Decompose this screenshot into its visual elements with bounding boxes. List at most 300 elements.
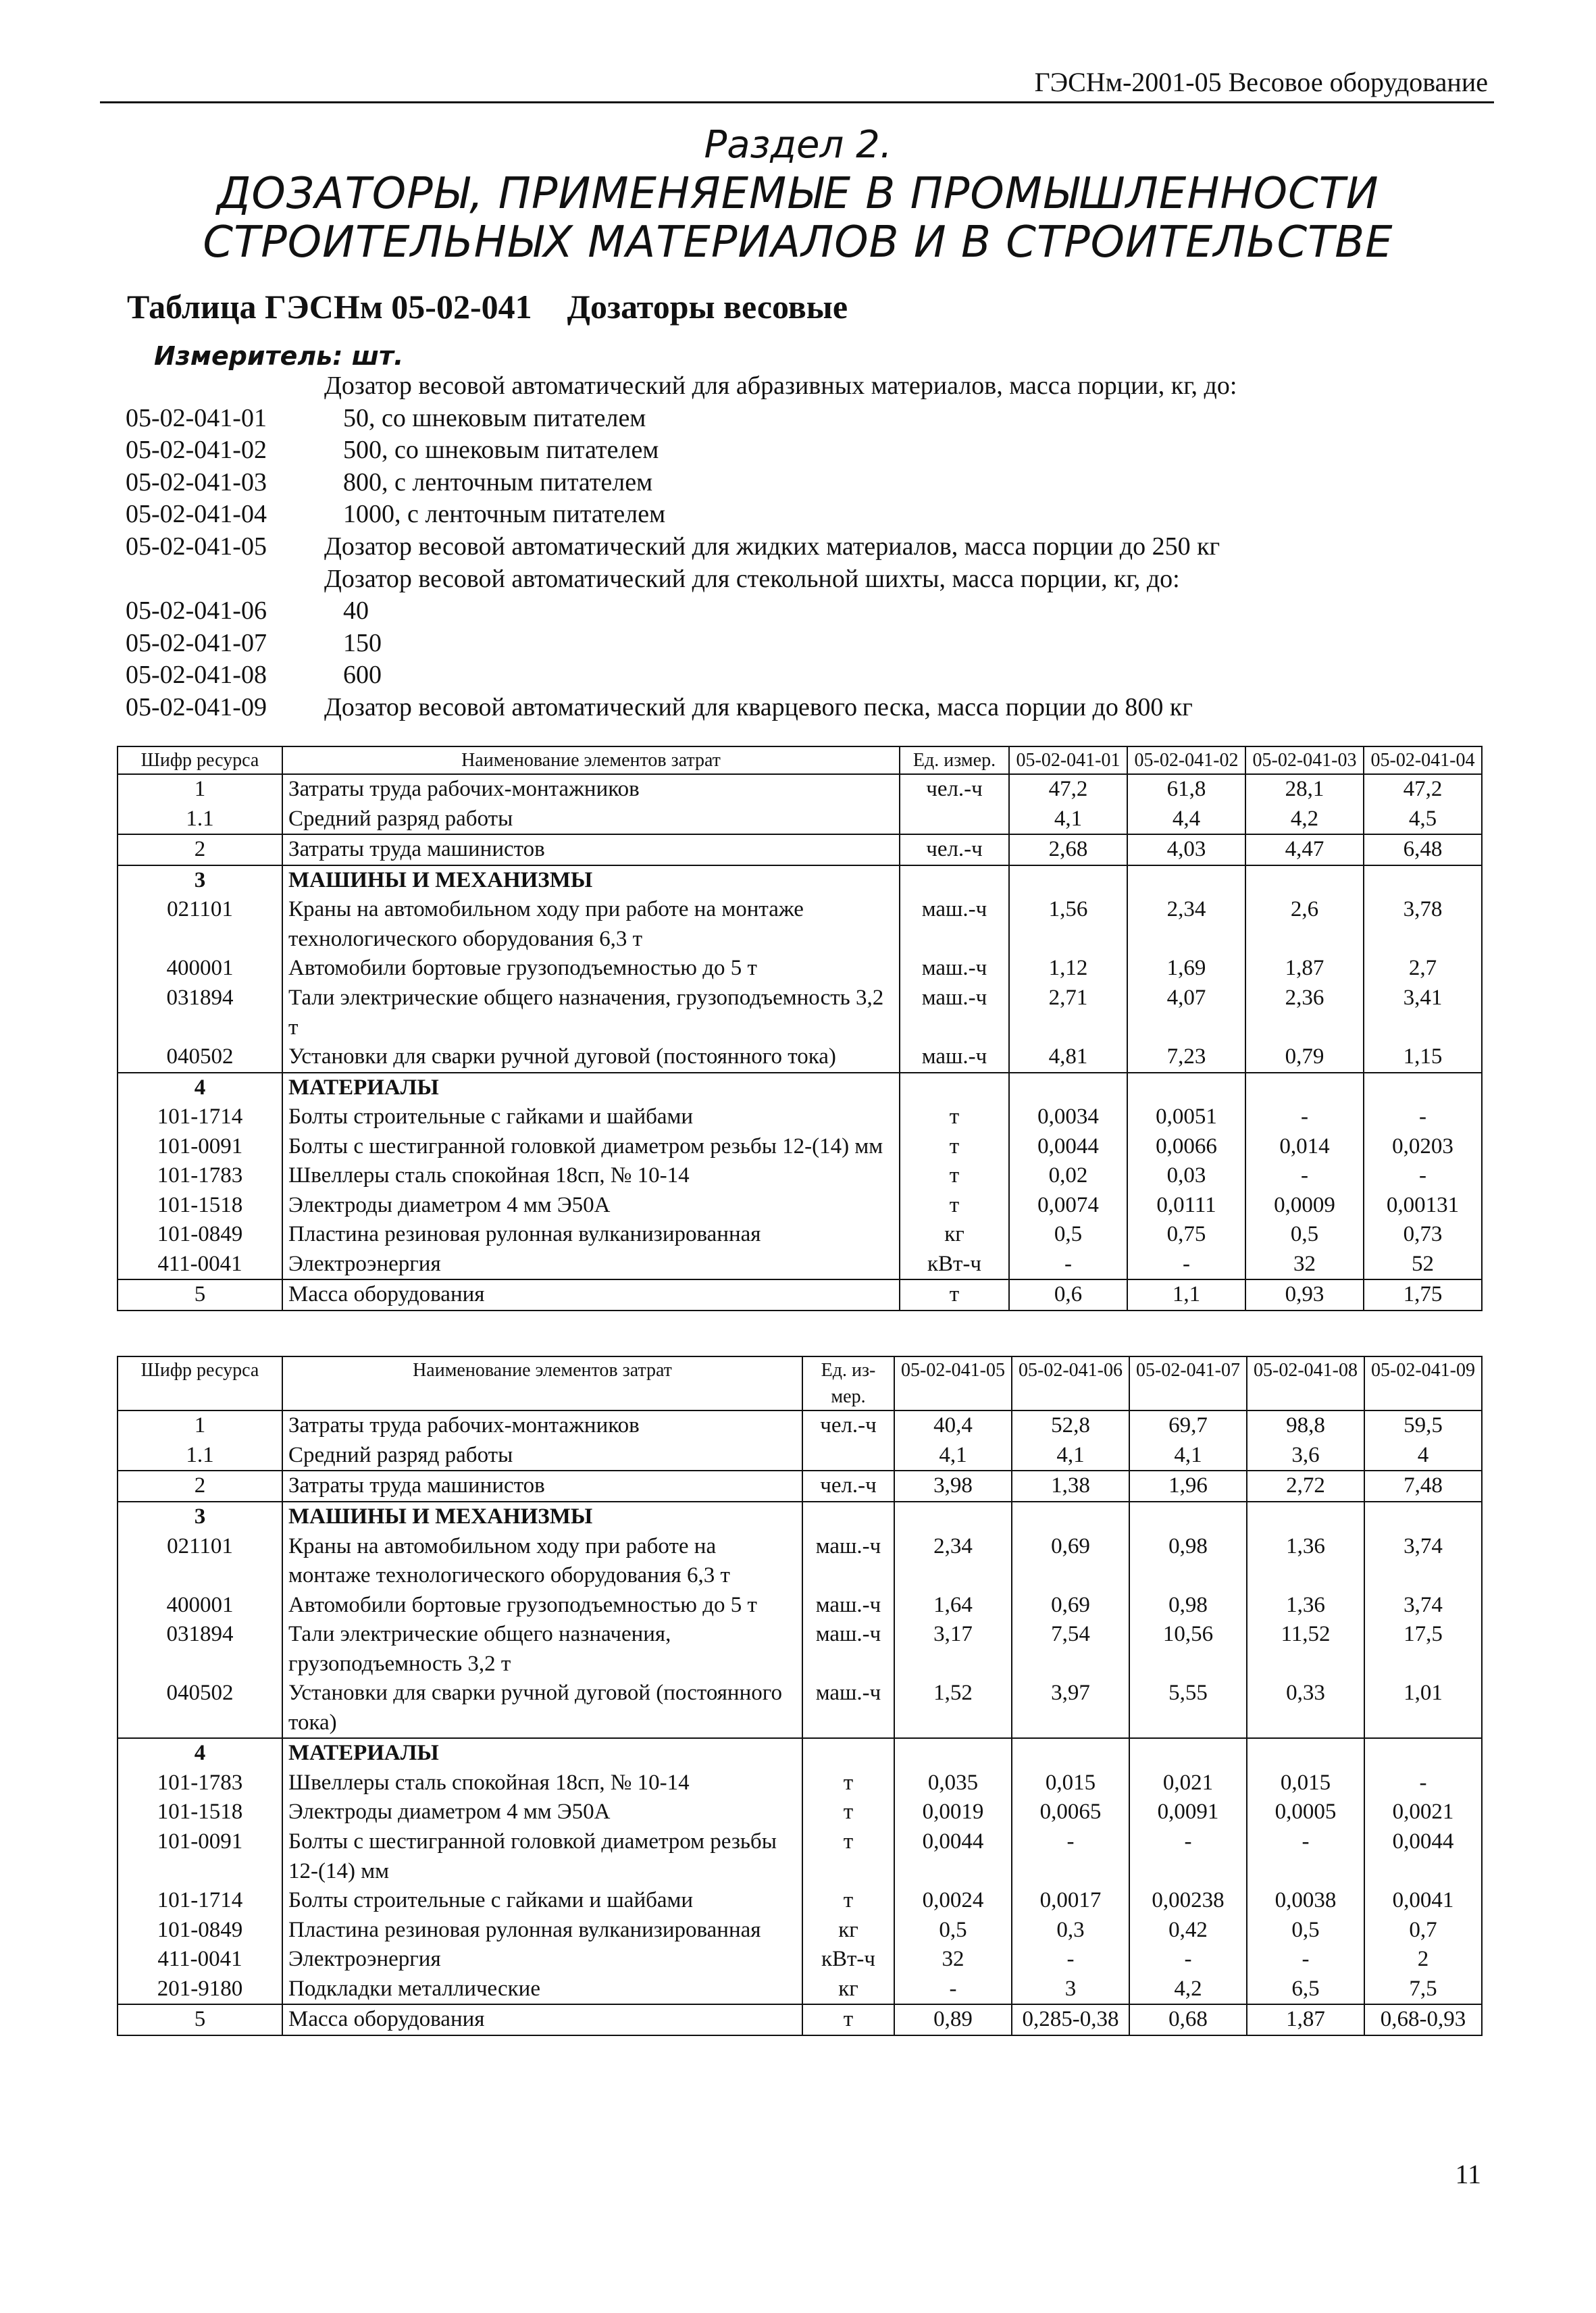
resource-code-cell: 3 xyxy=(118,1502,282,1532)
value-cell: 3,78 xyxy=(1364,895,1482,954)
item-row xyxy=(126,434,1476,467)
resource-code-cell: 1.1 xyxy=(118,1441,282,1471)
table-row xyxy=(118,1591,1482,1621)
table-title-name: Дозаторы весовые xyxy=(567,288,848,326)
table-row xyxy=(118,895,1482,954)
item-list xyxy=(126,370,1476,724)
unit-cell: кг xyxy=(802,1975,894,2005)
value-cell xyxy=(1247,1738,1364,1769)
value-cell: 1,69 xyxy=(1127,954,1245,984)
value-cell: - xyxy=(1129,1827,1247,1886)
unit-cell xyxy=(802,1738,894,1769)
value-cell: 3,74 xyxy=(1364,1532,1482,1591)
value-cell: 6,48 xyxy=(1364,834,1482,865)
resource-code-cell: 1.1 xyxy=(118,805,282,835)
unit-cell: чел.-ч xyxy=(802,1410,894,1441)
value-cell: 0,0051 xyxy=(1127,1102,1245,1132)
table-row xyxy=(118,1279,1482,1311)
value-cell: - xyxy=(1012,1945,1129,1975)
value-cell: 1,52 xyxy=(894,1679,1012,1738)
table-row xyxy=(118,1441,1482,1471)
value-cell: 40,4 xyxy=(894,1410,1012,1441)
table-row xyxy=(118,1975,1482,2005)
value-cell: 47,2 xyxy=(1364,774,1482,805)
value-cell: 0,0041 xyxy=(1364,1886,1482,1916)
value-cell xyxy=(1245,865,1364,896)
value-cell: 1,15 xyxy=(1364,1042,1482,1073)
value-cell: 0,68-0,93 xyxy=(1364,2004,1482,2035)
unit-cell: т xyxy=(900,1132,1009,1162)
value-cell: 61,8 xyxy=(1127,774,1245,805)
item-code: 05-02-041-05 xyxy=(126,532,267,561)
unit-cell: т xyxy=(900,1191,1009,1221)
table-row xyxy=(118,1410,1482,1441)
value-cell: - xyxy=(1009,1250,1127,1280)
unit-cell: т xyxy=(802,1769,894,1798)
item-code: 05-02-041-03 xyxy=(126,467,267,497)
value-cell: 0,79 xyxy=(1245,1042,1364,1073)
resource-code-cell: 5 xyxy=(118,1279,282,1311)
value-cell: - xyxy=(1127,1250,1245,1280)
value-cell: 3,17 xyxy=(894,1620,1012,1679)
value-cell: 2,34 xyxy=(894,1532,1012,1591)
cost-element-cell: Болты с шестигранной головкой диаметром резьбы 12-(14) мм xyxy=(282,1132,900,1162)
section-title-line2: СТРОИТЕЛЬНЫХ МАТЕРИАЛОВ И В СТРОИТЕЛЬСТВЕ xyxy=(203,218,1393,268)
item-description: Дозатор весовой автоматический для абразивных материалов, масса порции, кг, до: xyxy=(324,372,1237,400)
table-row xyxy=(118,1220,1482,1250)
value-cell: 0,285-0,38 xyxy=(1012,2004,1129,2035)
value-cell: 4,4 xyxy=(1127,805,1245,835)
value-cell: 0,0017 xyxy=(1012,1886,1129,1916)
column-header: Наименование элементов затрат xyxy=(282,1356,802,1410)
column-header: Шифр ресурса xyxy=(118,746,282,774)
value-cell: 0,5 xyxy=(1245,1220,1364,1250)
value-cell: 1,12 xyxy=(1009,954,1127,984)
item-row xyxy=(126,595,1476,628)
value-cell: 0,69 xyxy=(1012,1532,1129,1591)
value-cell: 3,6 xyxy=(1247,1441,1364,1471)
value-cell: 4,1 xyxy=(894,1441,1012,1471)
value-cell: 17,5 xyxy=(1364,1620,1482,1679)
value-cell: 0,00131 xyxy=(1364,1191,1482,1221)
value-cell: 2,6 xyxy=(1245,895,1364,954)
resource-code-cell: 040502 xyxy=(118,1042,282,1073)
cost-element-cell: Пластина резиновая рулонная вулканизированная xyxy=(282,1916,802,1946)
value-cell: 28,1 xyxy=(1245,774,1364,805)
value-cell: 5,55 xyxy=(1129,1679,1247,1738)
table-row xyxy=(118,1191,1482,1221)
unit-cell: чел.-ч xyxy=(900,834,1009,865)
value-cell: 4,5 xyxy=(1364,805,1482,835)
page-number: 11 xyxy=(1455,2159,1481,2189)
unit-cell: маш.-ч xyxy=(802,1620,894,1679)
resource-code-cell: 1 xyxy=(118,774,282,805)
value-cell: - xyxy=(1247,1827,1364,1886)
value-cell: 2,36 xyxy=(1245,984,1364,1042)
value-cell: - xyxy=(1364,1161,1482,1191)
value-cell xyxy=(1009,1073,1127,1103)
item-description: 40 xyxy=(343,596,369,626)
unit-cell: т xyxy=(900,1161,1009,1191)
value-cell: 4 xyxy=(1364,1441,1482,1471)
table-row xyxy=(118,805,1482,835)
unit-cell: маш.-ч xyxy=(900,1042,1009,1073)
cost-element-cell: МАТЕРИАЛЫ xyxy=(282,1738,802,1769)
resource-code-cell: 2 xyxy=(118,1471,282,1502)
cost-element-cell: Болты строительные с гайками и шайбами xyxy=(282,1886,802,1916)
value-cell: 0,015 xyxy=(1012,1769,1129,1798)
value-cell: 3,97 xyxy=(1012,1679,1129,1738)
unit-cell xyxy=(900,805,1009,835)
value-cell: 4,03 xyxy=(1127,834,1245,865)
cost-element-cell: Установки для сварки ручной дуговой (постоянного тока) xyxy=(282,1042,900,1073)
table-row xyxy=(118,1738,1482,1769)
column-header: 05-02-041-05 xyxy=(894,1356,1012,1410)
item-row xyxy=(126,692,1476,724)
value-cell: 0,0111 xyxy=(1127,1191,1245,1221)
resource-code-cell: 4 xyxy=(118,1738,282,1769)
resource-code-cell: 101-1518 xyxy=(118,1191,282,1221)
table-row xyxy=(118,1250,1482,1280)
value-cell xyxy=(1127,1073,1245,1103)
cost-element-cell: Подкладки металлические xyxy=(282,1975,802,2005)
item-row xyxy=(126,370,1476,403)
cost-element-cell: Тали электрические общего назначения, грузоподъемность 3,2 т xyxy=(282,1620,802,1679)
item-description: Дозатор весовой автоматический для кварцевого песка, масса порции до 800 кг xyxy=(324,692,1193,721)
unit-cell: чел.-ч xyxy=(900,774,1009,805)
column-header: 05-02-041-02 xyxy=(1127,746,1245,774)
resource-code-cell: 411-0041 xyxy=(118,1250,282,1280)
unit-cell xyxy=(900,865,1009,896)
value-cell: - xyxy=(1245,1161,1364,1191)
item-description: 800, с ленточным питателем xyxy=(343,467,653,497)
column-header: Ед. из-мер. xyxy=(802,1356,894,1410)
value-cell: 0,0005 xyxy=(1247,1798,1364,1827)
value-cell: 4,2 xyxy=(1245,805,1364,835)
cost-element-cell: Затраты труда машинистов xyxy=(282,1471,802,1502)
unit-cell: т xyxy=(900,1102,1009,1132)
table-row xyxy=(118,774,1482,805)
value-cell: - xyxy=(1247,1945,1364,1975)
unit-cell: маш.-ч xyxy=(802,1532,894,1591)
value-cell: 2,72 xyxy=(1247,1471,1364,1502)
value-cell: 4,07 xyxy=(1127,984,1245,1042)
item-row xyxy=(126,467,1476,499)
resource-code-cell: 4 xyxy=(118,1073,282,1103)
value-cell: 0,02 xyxy=(1009,1161,1127,1191)
column-header: 05-02-041-04 xyxy=(1364,746,1482,774)
cost-element-cell: МАТЕРИАЛЫ xyxy=(282,1073,900,1103)
item-description: 600 xyxy=(343,661,382,690)
value-cell: - xyxy=(894,1975,1012,2005)
resource-code-cell: 201-9180 xyxy=(118,1975,282,2005)
resource-code-cell: 400001 xyxy=(118,1591,282,1621)
resource-code-cell: 101-0849 xyxy=(118,1220,282,1250)
resource-code-cell: 101-1714 xyxy=(118,1102,282,1132)
item-description: Дозатор весовой автоматический для стекольной шихты, масса порции, кг, до: xyxy=(324,564,1180,593)
value-cell: 0,00238 xyxy=(1129,1886,1247,1916)
cost-element-cell: Болты с шестигранной головкой диаметром резьбы 12-(14) мм xyxy=(282,1827,802,1886)
cost-element-cell: Масса оборудования xyxy=(282,1279,900,1311)
value-cell: 0,33 xyxy=(1247,1679,1364,1738)
unit-cell: т xyxy=(900,1279,1009,1311)
resource-code-cell: 5 xyxy=(118,2004,282,2035)
value-cell: 0,42 xyxy=(1129,1916,1247,1946)
cost-element-cell: Электроды диаметром 4 мм Э50А xyxy=(282,1191,900,1221)
running-header: ГЭСНм-2001-05 Весовое оборудование xyxy=(1034,67,1488,97)
value-cell: 98,8 xyxy=(1247,1410,1364,1441)
value-cell: 0,0019 xyxy=(894,1798,1012,1827)
item-row xyxy=(126,563,1476,596)
value-cell: 3 xyxy=(1012,1975,1129,2005)
value-cell: 3,98 xyxy=(894,1471,1012,1502)
resource-code-cell: 101-0849 xyxy=(118,1916,282,1946)
unit-cell xyxy=(802,1502,894,1532)
value-cell: 1,36 xyxy=(1247,1591,1364,1621)
resource-code-cell: 021101 xyxy=(118,895,282,954)
column-header: 05-02-041-08 xyxy=(1247,1356,1364,1410)
value-cell xyxy=(1245,1073,1364,1103)
resource-table-2 xyxy=(117,1356,1483,2036)
cost-element-cell: Электроэнергия xyxy=(282,1250,900,1280)
section-title-line1: ДОЗАТОРЫ, ПРИМЕНЯЕМЫЕ В ПРОМЫШЛЕННОСТИ xyxy=(217,169,1379,219)
table-row xyxy=(118,1679,1482,1738)
value-cell: 52,8 xyxy=(1012,1410,1129,1441)
table-row xyxy=(118,1916,1482,1946)
value-cell: - xyxy=(1245,1102,1364,1132)
item-row xyxy=(126,403,1476,435)
unit-cell: маш.-ч xyxy=(802,1679,894,1738)
value-cell: 1,56 xyxy=(1009,895,1127,954)
value-cell xyxy=(1127,865,1245,896)
item-code: 05-02-041-04 xyxy=(126,500,267,529)
item-row xyxy=(126,499,1476,531)
table-row xyxy=(118,2004,1482,2035)
table-row xyxy=(118,1161,1482,1191)
value-cell: 0,68 xyxy=(1129,2004,1247,2035)
value-cell: 0,0021 xyxy=(1364,1798,1482,1827)
value-cell: 0,0065 xyxy=(1012,1798,1129,1827)
table-row xyxy=(118,954,1482,984)
value-cell: 1,36 xyxy=(1247,1532,1364,1591)
value-cell: - xyxy=(1012,1827,1129,1886)
value-cell: 0,0074 xyxy=(1009,1191,1127,1221)
value-cell: 4,1 xyxy=(1129,1441,1247,1471)
cost-element-cell: Краны на автомобильном ходу при работе на монтаже технологического оборудования 6,3 т xyxy=(282,895,900,954)
table-row xyxy=(118,834,1482,865)
value-cell: 1,75 xyxy=(1364,1279,1482,1311)
value-cell xyxy=(1364,865,1482,896)
value-cell: 3,74 xyxy=(1364,1591,1482,1621)
table-row xyxy=(118,1132,1482,1162)
table-row xyxy=(118,1502,1482,1532)
item-code: 05-02-041-08 xyxy=(126,661,267,690)
value-cell: - xyxy=(1364,1769,1482,1798)
cost-element-cell: Швеллеры сталь спокойная 18сп, № 10-14 xyxy=(282,1161,900,1191)
resource-code-cell: 101-1518 xyxy=(118,1798,282,1827)
value-cell: 69,7 xyxy=(1129,1410,1247,1441)
cost-element-cell: Болты строительные с гайками и шайбами xyxy=(282,1102,900,1132)
value-cell: 0,5 xyxy=(894,1916,1012,1946)
value-cell: - xyxy=(1364,1102,1482,1132)
cost-element-cell: Электроэнергия xyxy=(282,1945,802,1975)
value-cell: 0,0034 xyxy=(1009,1102,1127,1132)
value-cell: 0,93 xyxy=(1245,1279,1364,1311)
cost-element-cell: Затраты труда рабочих-монтажников xyxy=(282,774,900,805)
value-cell xyxy=(1012,1502,1129,1532)
resource-code-cell: 101-1783 xyxy=(118,1769,282,1798)
cost-element-cell: Затраты труда рабочих-монтажников xyxy=(282,1410,802,1441)
cost-element-cell: Краны на автомобильном ходу при работе на монтаже технологического оборудования 6,3 т xyxy=(282,1532,802,1591)
value-cell: 0,0091 xyxy=(1129,1798,1247,1827)
value-cell: 0,0038 xyxy=(1247,1886,1364,1916)
item-description: 1000, с ленточным питателем xyxy=(343,500,666,529)
value-cell: 0,73 xyxy=(1364,1220,1482,1250)
cost-element-cell: Средний разряд работы xyxy=(282,805,900,835)
table-row xyxy=(118,1886,1482,1916)
table-title xyxy=(127,287,848,326)
value-cell: 7,54 xyxy=(1012,1620,1129,1679)
table-row xyxy=(118,1042,1482,1073)
header-rule xyxy=(100,101,1494,103)
unit-cell: маш.-ч xyxy=(900,984,1009,1042)
value-cell: 2 xyxy=(1364,1945,1482,1975)
value-cell: 4,2 xyxy=(1129,1975,1247,2005)
unit-cell xyxy=(900,1073,1009,1103)
value-cell: 0,015 xyxy=(1247,1769,1364,1798)
value-cell xyxy=(1009,865,1127,896)
column-header: 05-02-041-07 xyxy=(1129,1356,1247,1410)
section-label: Раздел 2. xyxy=(704,123,892,167)
value-cell: 32 xyxy=(894,1945,1012,1975)
value-cell: 2,68 xyxy=(1009,834,1127,865)
resource-code-cell: 1 xyxy=(118,1410,282,1441)
unit-cell: т xyxy=(802,2004,894,2035)
resource-code-cell: 411-0041 xyxy=(118,1945,282,1975)
column-header: 05-02-041-06 xyxy=(1012,1356,1129,1410)
unit-cell: маш.-ч xyxy=(900,895,1009,954)
unit-cell: т xyxy=(802,1798,894,1827)
value-cell: 7,5 xyxy=(1364,1975,1482,2005)
value-cell: 0,0203 xyxy=(1364,1132,1482,1162)
cost-element-cell: Автомобили бортовые грузоподъемностью до 5 т xyxy=(282,954,900,984)
cost-element-cell: Тали электрические общего назначения, грузоподъемность 3,2 т xyxy=(282,984,900,1042)
value-cell: 0,0044 xyxy=(1009,1132,1127,1162)
value-cell: 0,75 xyxy=(1127,1220,1245,1250)
value-cell: 4,1 xyxy=(1012,1441,1129,1471)
item-code: 05-02-041-01 xyxy=(126,403,267,432)
cost-element-cell: МАШИНЫ И МЕХАНИЗМЫ xyxy=(282,865,900,896)
value-cell: 0,6 xyxy=(1009,1279,1127,1311)
item-code: 05-02-041-07 xyxy=(126,628,267,657)
value-cell: 0,3 xyxy=(1012,1916,1129,1946)
measure-unit: Измеритель: шт. xyxy=(154,341,404,371)
resource-code-cell: 040502 xyxy=(118,1679,282,1738)
value-cell: 59,5 xyxy=(1364,1410,1482,1441)
column-header: 05-02-041-01 xyxy=(1009,746,1127,774)
value-cell: 1,64 xyxy=(894,1591,1012,1621)
value-cell: 6,5 xyxy=(1247,1975,1364,2005)
value-cell: 0,69 xyxy=(1012,1591,1129,1621)
table-row xyxy=(118,1073,1482,1103)
value-cell: 0,5 xyxy=(1247,1916,1364,1946)
value-cell xyxy=(1129,1502,1247,1532)
value-cell: 0,0024 xyxy=(894,1886,1012,1916)
unit-cell: кВт-ч xyxy=(802,1945,894,1975)
item-code: 05-02-041-09 xyxy=(126,692,267,721)
value-cell: 0,03 xyxy=(1127,1161,1245,1191)
item-row xyxy=(126,628,1476,660)
resource-code-cell: 021101 xyxy=(118,1532,282,1591)
value-cell: 3,41 xyxy=(1364,984,1482,1042)
cost-element-cell: Затраты труда машинистов xyxy=(282,834,900,865)
value-cell: 0,021 xyxy=(1129,1769,1247,1798)
cost-element-cell: Установки для сварки ручной дуговой (постоянного тока) xyxy=(282,1679,802,1738)
item-row xyxy=(126,659,1476,692)
table-row xyxy=(118,1769,1482,1798)
value-cell: 4,81 xyxy=(1009,1042,1127,1073)
value-cell xyxy=(894,1502,1012,1532)
value-cell: 0,5 xyxy=(1009,1220,1127,1250)
cost-element-cell: Масса оборудования xyxy=(282,2004,802,2035)
value-cell xyxy=(1247,1502,1364,1532)
item-description: 50, со шнековым питателем xyxy=(343,403,646,432)
value-cell: 10,56 xyxy=(1129,1620,1247,1679)
resource-code-cell: 101-0091 xyxy=(118,1132,282,1162)
unit-cell xyxy=(802,1441,894,1471)
item-code: 05-02-041-02 xyxy=(126,436,267,465)
value-cell: 1,1 xyxy=(1127,1279,1245,1311)
value-cell: 0,0009 xyxy=(1245,1191,1364,1221)
cost-element-cell: Средний разряд работы xyxy=(282,1441,802,1471)
cost-element-cell: Пластина резиновая рулонная вулканизированная xyxy=(282,1220,900,1250)
value-cell xyxy=(1364,1073,1482,1103)
resource-code-cell: 031894 xyxy=(118,984,282,1042)
column-header: 05-02-041-03 xyxy=(1245,746,1364,774)
column-header: 05-02-041-09 xyxy=(1364,1356,1482,1410)
table-row xyxy=(118,1827,1482,1886)
table-row xyxy=(118,1102,1482,1132)
item-row xyxy=(126,531,1476,563)
table-title-code: Таблица ГЭСНм 05-02-041 xyxy=(127,288,532,326)
item-description: 150 xyxy=(343,628,382,657)
value-cell: 0,0044 xyxy=(894,1827,1012,1886)
value-cell: 11,52 xyxy=(1247,1620,1364,1679)
unit-cell: т xyxy=(802,1886,894,1916)
resource-code-cell: 3 xyxy=(118,865,282,896)
cost-element-cell: Автомобили бортовые грузоподъемностью до 5 т xyxy=(282,1591,802,1621)
value-cell: - xyxy=(1129,1945,1247,1975)
value-cell xyxy=(1364,1502,1482,1532)
table-row xyxy=(118,865,1482,896)
table-row xyxy=(118,1532,1482,1591)
resource-code-cell: 400001 xyxy=(118,954,282,984)
value-cell: 0,035 xyxy=(894,1769,1012,1798)
resource-code-cell: 031894 xyxy=(118,1620,282,1679)
column-header: Шифр ресурса xyxy=(118,1356,282,1410)
value-cell: 4,1 xyxy=(1009,805,1127,835)
value-cell: 0,89 xyxy=(894,2004,1012,2035)
value-cell: 2,34 xyxy=(1127,895,1245,954)
value-cell: 7,23 xyxy=(1127,1042,1245,1073)
unit-cell: кг xyxy=(802,1916,894,1946)
resource-code-cell: 101-1783 xyxy=(118,1161,282,1191)
value-cell: 32 xyxy=(1245,1250,1364,1280)
value-cell: 0,0066 xyxy=(1127,1132,1245,1162)
unit-cell: кВт-ч xyxy=(900,1250,1009,1280)
resource-code-cell: 101-1714 xyxy=(118,1886,282,1916)
unit-cell: чел.-ч xyxy=(802,1471,894,1502)
